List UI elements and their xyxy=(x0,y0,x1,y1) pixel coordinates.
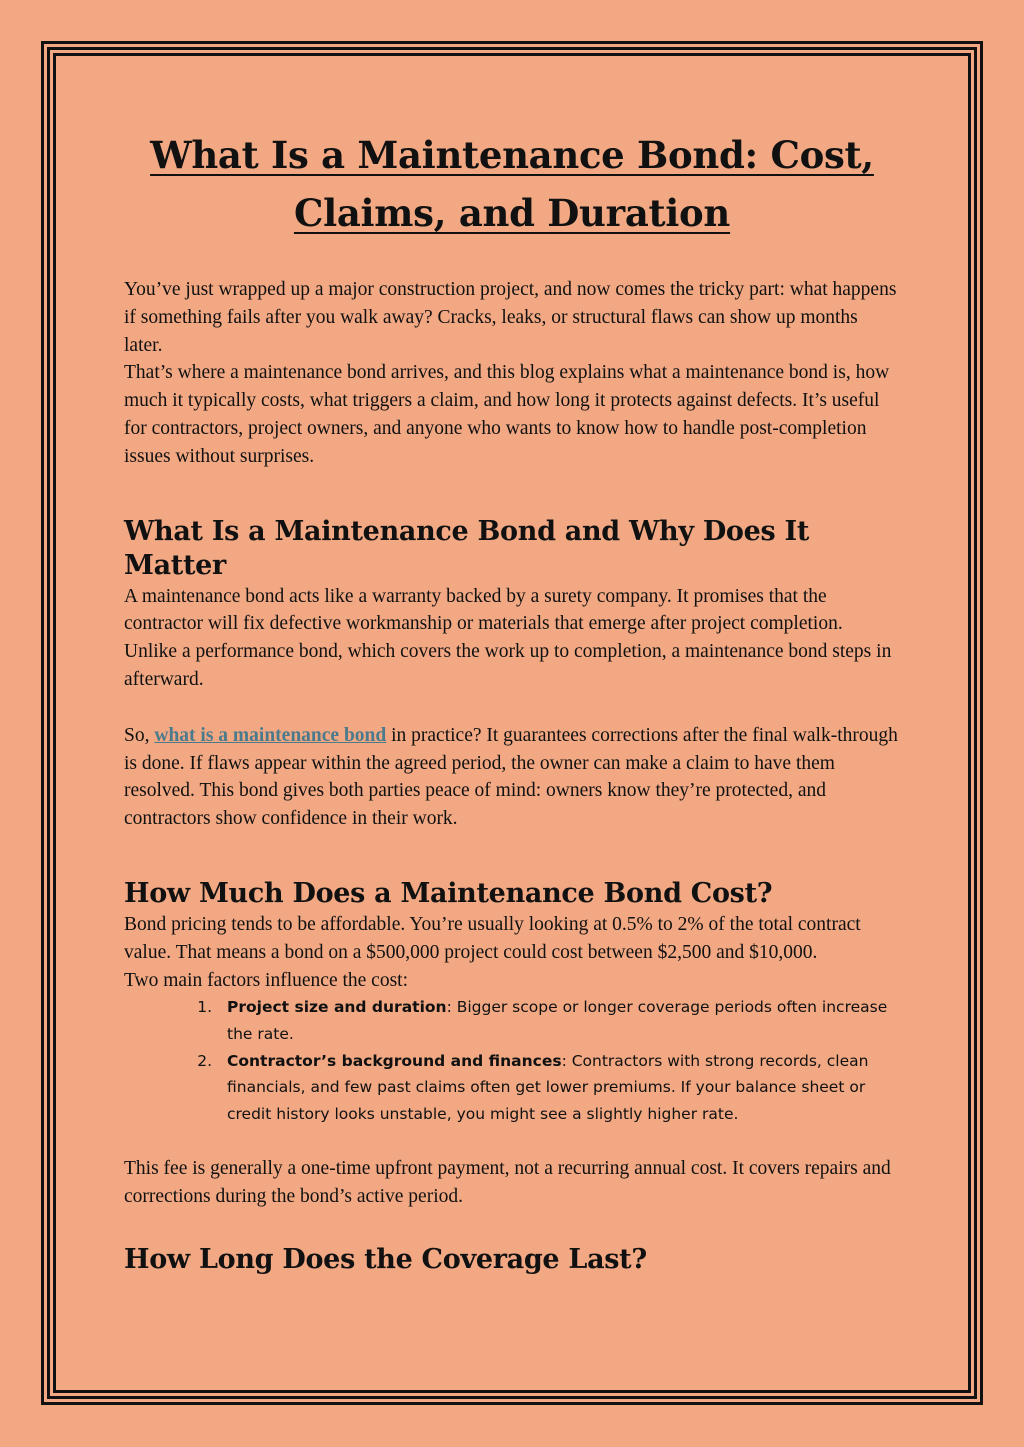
section1-p2-before: So, xyxy=(124,724,155,746)
section1-paragraph-2 xyxy=(124,722,900,833)
maintenance-bond-link[interactable]: what is a maintenance bond xyxy=(154,724,387,746)
document-title: What Is a Maintenance Bond: Cost, Claims, and Duration xyxy=(150,133,874,235)
intro-paragraph-2: That’s where a maintenance bond arrives, and this blog explains what a maintenance bond is, how much it typically costs, what triggers a claim, and how long it protects against defects. It’s useful for contractors, project owners, and anyone who wants to know how to handle post-completion issues without surprises. xyxy=(124,362,890,467)
list-item-text: : Contractors with strong records, clean financials, and few past claims often get lower premiums. If your balance sheet or credit history looks unstable, you might see a slightly higher rate. xyxy=(227,1051,869,1123)
section-heading-cost: How Much Does a Maintenance Bond Cost? xyxy=(124,877,773,909)
section-heading-what-is: What Is a Maintenance Bond and Why Does It Matter xyxy=(124,515,810,581)
list-item xyxy=(217,1048,900,1128)
section2-paragraph-1: Bond pricing tends to be affordable. You’re usually looking at 0.5% to 2% of the total contract value. That means a bond on a $500,000 project could cost between $2,500 and $10,000. xyxy=(124,913,861,963)
list-item xyxy=(217,994,900,1047)
section2-paragraph-3: This fee is generally a one-time upfront payment, not a recurring annual cost. It covers repairs and corrections during the bond’s active period. xyxy=(124,1158,891,1208)
cost-factors-list xyxy=(124,994,900,1127)
list-item-label: Project size and duration xyxy=(227,998,447,1017)
section2-paragraph-2: Two main factors influence the cost: xyxy=(124,969,408,991)
section-heading-duration: How Long Does the Coverage Last? xyxy=(124,1243,647,1275)
list-item-label: Contractor’s background and finances xyxy=(227,1051,562,1070)
intro-paragraph-1: You’ve just wrapped up a major construction project, and now comes the tricky part: what happens if something fails after you walk away? Cracks, leaks, or structural flaws can show up months later. xyxy=(124,279,897,356)
document-body xyxy=(124,120,900,1277)
list-item-text: : Bigger scope or longer coverage periods often increase the rate. xyxy=(227,998,888,1043)
section1-p2-after: in practice? It guarantees corrections after the final walk-through is done. If flaws appear within the agreed period, the owner can make a claim to have them resolved. This bond gives both parties peace of mind: owners know they’re protected, and contractors show confidence in their work. xyxy=(124,724,898,830)
section1-paragraph-1: A maintenance bond acts like a warranty backed by a surety company. It promises that the contractor will fix defective workmanship or materials that emerge after project completion. Unlike a performance bond, which covers the work up to completion, a maintenance bond steps in afterward. xyxy=(124,585,892,690)
